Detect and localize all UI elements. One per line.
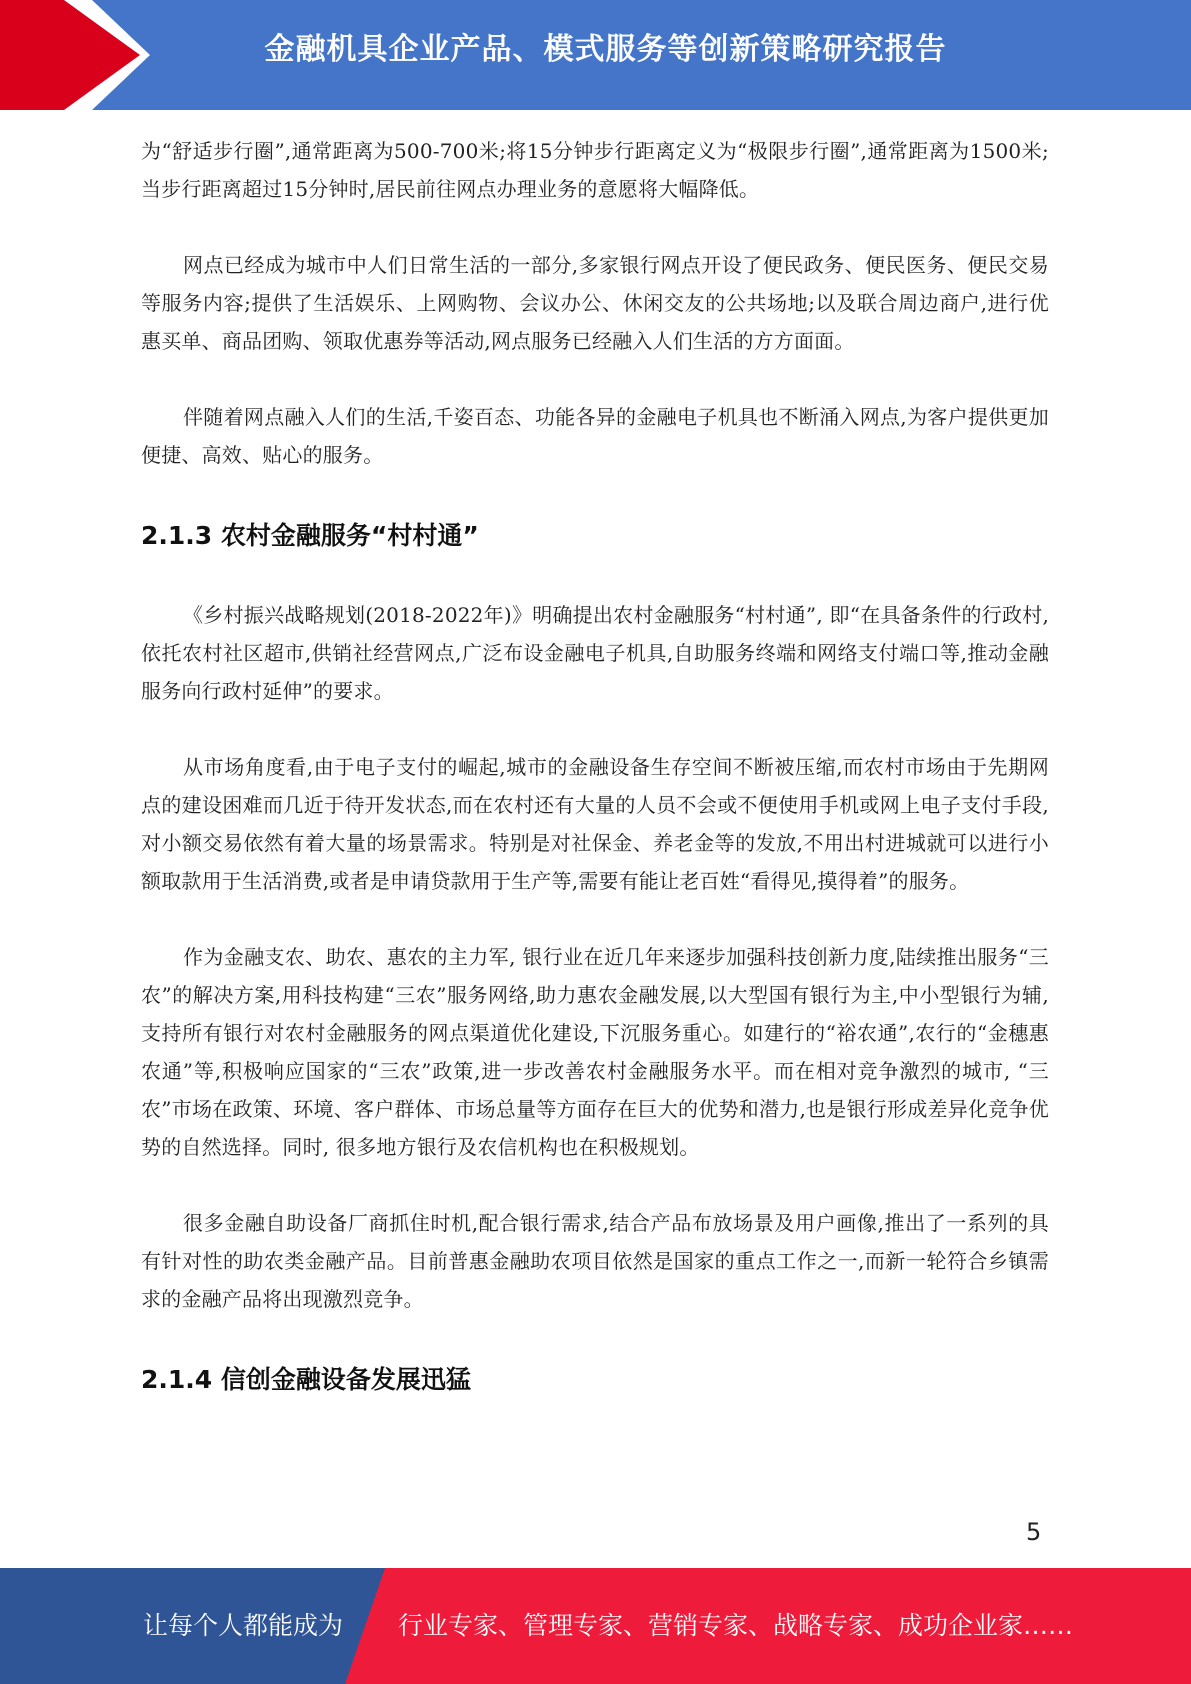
document-body — [141, 132, 1049, 1396]
paragraph-5: 从市场角度看,由于电子支付的崛起,城市的金融设备生存空间不断被压缩,而农村市场由于先期网点的建设困难而几近于待开发状态,而在农村还有大量的人员不会或不便使用手机或网上电子支付手段,对小额交易依然有着大量的场景需求。特别是对社保金、养老金等的发放,不用出村进城就可以进行小额取款用于生活消费,或者是申请贷款用于生产等,需要有能让老百姓“看得见,摸得着”的服务。 — [141, 755, 1049, 893]
paragraph-7: 很多金融自助设备厂商抓住时机,配合银行需求,结合产品布放场景及用户画像,推出了一系列的具有针对性的助农类金融产品。目前普惠金融助农项目依然是国家的重点工作之一,而新一轮符合乡镇需求的金融产品将出现激烈竞争。 — [141, 1211, 1049, 1311]
paragraph-2: 网点已经成为城市中人们日常生活的一部分,多家银行网点开设了便民政务、便民医务、便民交易等服务内容;提供了生活娱乐、上网购物、会议办公、休闲交友的公共场地;以及联合周边商户,进行优惠买单、商品团购、领取优惠券等活动,网点服务已经融入人们生活的方方面面。 — [141, 253, 1049, 353]
section-heading-2-1-3: 2.1.3 农村金融服务“村村通” — [141, 521, 479, 550]
page-footer — [0, 1568, 1191, 1684]
paragraph-6: 作为金融支农、助农、惠农的主力军, 银行业在近几年来逐步加强科技创新力度,陆续推出服务“三农”的解决方案,用科技构建“三农”服务网络,助力惠农金融发展,以大型国有银行为主,中小型银行为辅,支持所有银行对农村金融服务的网点渠道优化建设,下沉服务重心。如建行的“裕农通”,农行的“金穗惠农通”等,积极响应国家的“三农”政策,进一步改善农村金融服务水平。而在相对竞争激烈的城市, “三农”市场在政策、环境、客户群体、市场总量等方面存在巨大的优势和潜力,也是银行形成差异化竞争优势的自然选择。同时, 很多地方银行及农信机构也在积极规划。 — [141, 945, 1049, 1159]
page-header — [0, 0, 1191, 110]
report-title: 金融机具企业产品、模式服务等创新策略研究报告 — [264, 32, 947, 67]
page-number: 5 — [1026, 1518, 1042, 1546]
footer-slogan-left: 让每个人都能成为 — [143, 1611, 344, 1640]
section-heading-2-1-4: 2.1.4 信创金融设备发展迅猛 — [141, 1365, 471, 1394]
paragraph-3: 伴随着网点融入人们的生活,千姿百态、功能各异的金融电子机具也不断涌入网点,为客户提供更加便捷、高效、贴心的服务。 — [141, 405, 1049, 467]
paragraph-4: 《乡村振兴战略规划(2018-2022年)》明确提出农村金融服务“村村通”, 即“在具备条件的行政村,依托农村社区超市,供销社经营网点,广泛布设金融电子机具,自助服务终端和网络支付端口等,推动金融服务向行政村延伸”的要求。 — [141, 603, 1049, 703]
footer-slogan-right: 行业专家、管理专家、营销专家、战略专家、成功企业家…… — [398, 1611, 1074, 1640]
paragraph-1: 为“舒适步行圈”,通常距离为500-700米;将15分钟步行距离定义为“极限步行圈”,通常距离为1500米;当步行距离超过15分钟时,居民前往网点办理业务的意愿将大幅降低。 — [141, 139, 1049, 201]
